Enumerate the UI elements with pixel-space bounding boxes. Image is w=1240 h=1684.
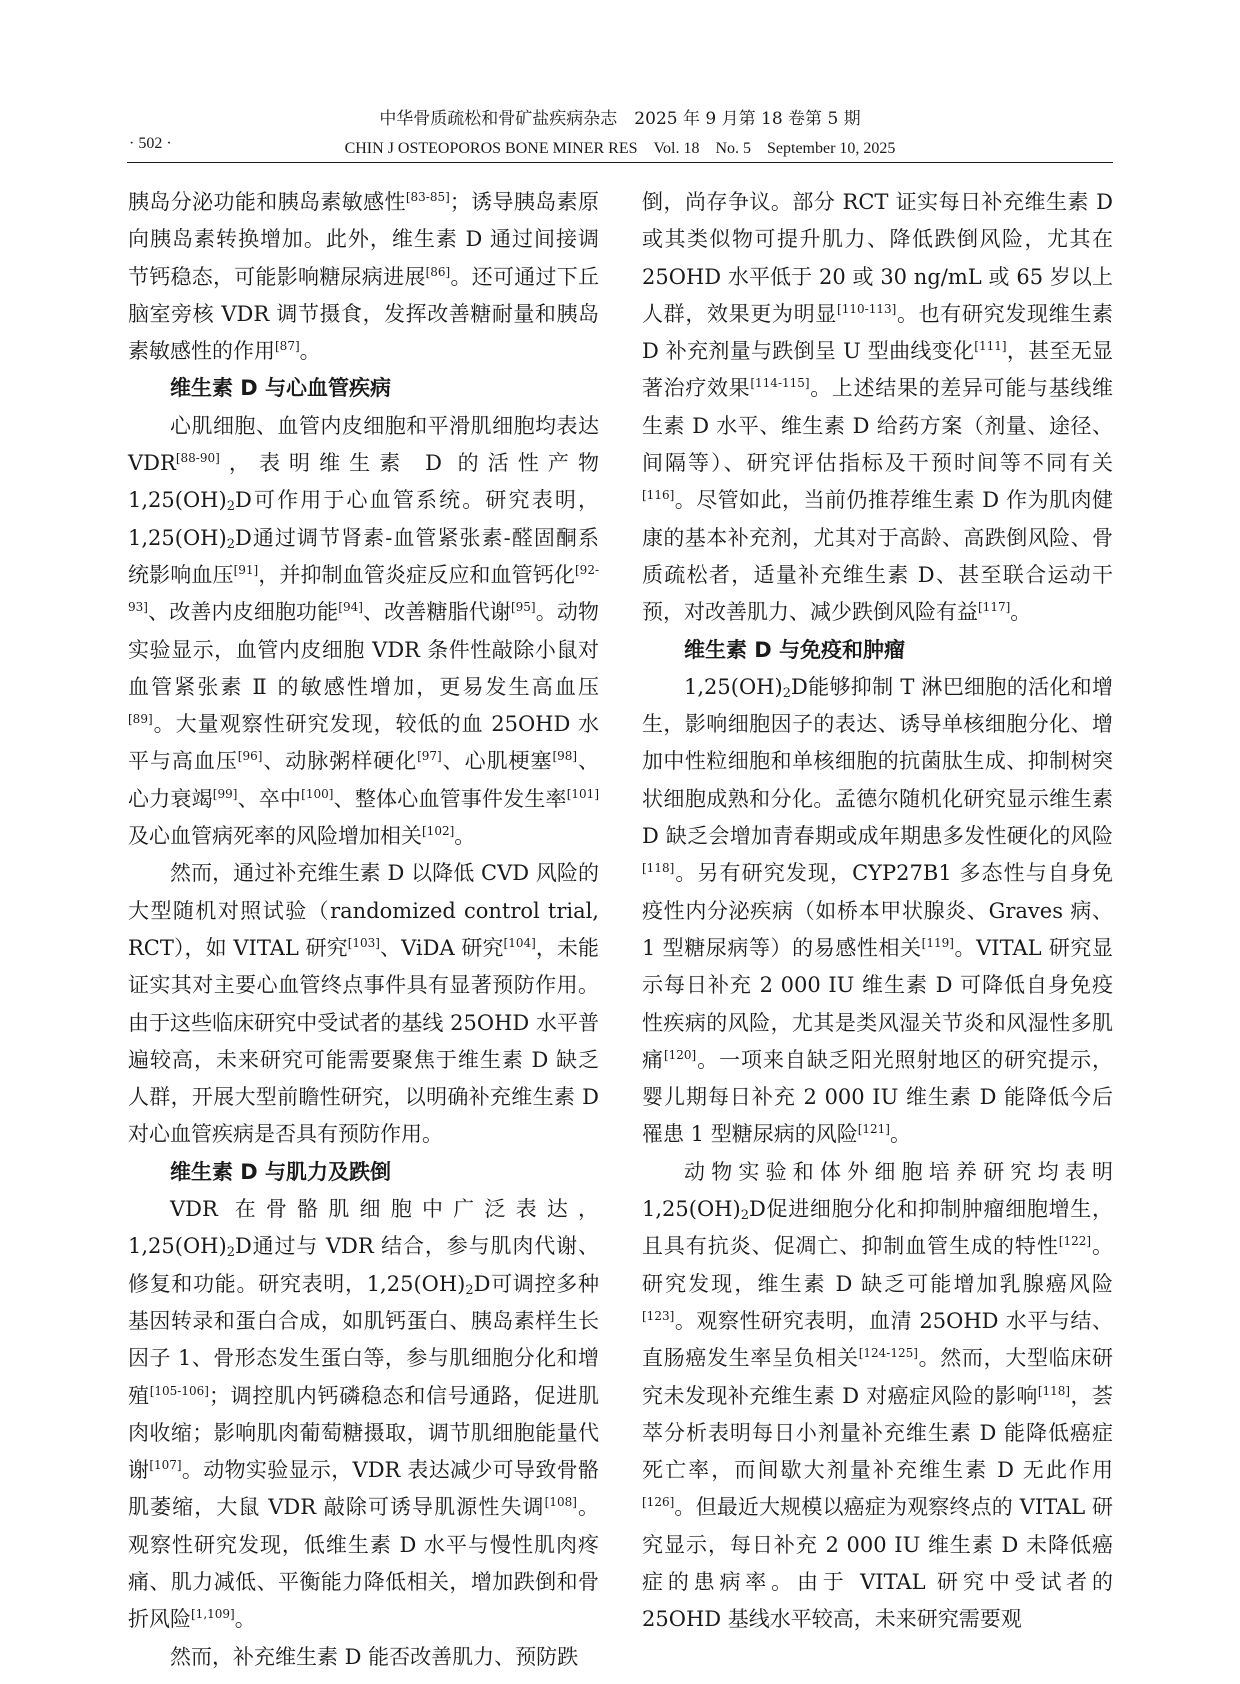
citation-ref: [117] (978, 600, 1011, 615)
subscript: 2 (782, 685, 791, 701)
left-column (128, 184, 599, 1676)
citation-ref: [96] (237, 749, 263, 764)
citation-ref: [118] (642, 861, 675, 876)
subscript: 2 (226, 499, 235, 515)
citation-ref: [83-85] (405, 190, 450, 204)
paragraph: 心肌细胞、血管内皮细胞和平滑肌细胞均表达 VDR[88-90]，表明维生素 D 的活性产物$1,25(OH)_2D$可作用于心血管系统。研究表明，$1,25(OH)_2D$通过调节肾素-血管紧张素-醛固酮系统影响血压[91]，并抑制血管炎症反应和血管钙化[92-93]、改善内皮细胞功能[94]、改善糖脂代谢[95]。动物实验显示，血管内皮细胞 VDR 条件性敲除小鼠对血管紧张素 Ⅱ 的敏感性增加，更易发生高血压[89]。大量观察性研究发现，较低的血 25OHD 水平与高血压[96]、动脉粥样硬化[97]、心肌梗塞[98]、心力衰竭[99]、卒中[100]、整体心血管事件发生率[101]及心血管病死率的风险增加相关[102]。 (128, 413, 600, 849)
citation-ref: [122] (1058, 1234, 1092, 1249)
citation-ref: [92-93] (128, 562, 600, 615)
citation-ref: [110-113] (837, 301, 897, 316)
section-heading: 维生素 D 与免疫和肿瘤 (684, 637, 906, 662)
paragraph: 然而，通过补充维生素 D 以降低 CVD 风险的大型随机对照试验（randomized control trial, RCT），如 VITAL 研究[103]、ViDA 研究[104]，未能证实其对主要心血管终点事件具有显著预防作用。由于这些临床研究中受试者的基线 25OHD 水平普遍较高，未来研究可能需要聚焦于维生素 D 缺乏人群，开展大型前瞻性研究，以明确补充维生素 D 对心血管疾病是否具有预防作用。 (128, 861, 599, 1147)
citation-ref: [97] (417, 749, 442, 764)
citation-ref: [108] (544, 1495, 577, 1510)
citation-ref: [104] (503, 935, 536, 950)
citation-ref: [102] (422, 824, 455, 839)
citation-ref: [107] (149, 1458, 182, 1473)
right-column (642, 184, 1113, 1639)
citation-ref: [86] (425, 264, 451, 279)
citation-ref: [103] (347, 935, 380, 950)
citation-ref: [114-115] (750, 376, 810, 391)
subscript: 2 (226, 536, 235, 552)
citation-ref: [118] (1037, 1383, 1071, 1398)
citation-ref: [123] (642, 1308, 675, 1323)
citation-ref: [98] (552, 749, 578, 764)
running-header (127, 104, 1113, 164)
subscript: 2 (226, 1245, 235, 1261)
citation-ref: [120] (663, 1047, 697, 1062)
section-heading: 维生素 D 与肌力及跌倒 (170, 1159, 392, 1184)
paragraph: 然而，补充维生素 D 能否改善肌力、预防跌 (170, 1644, 579, 1669)
citation-ref: [119] (921, 935, 954, 950)
section-heading: 维生素 D 与心血管疾病 (170, 376, 392, 401)
journal-title-en: CHIN J OSTEOPOROS BONE MINER RES Vol. 18 No. 5 September 10, 2025 (344, 140, 896, 157)
paragraph: 动物实验和体外细胞培养研究均表明 $1,25(OH)_2D$促进细胞分化和抑制肿瘤细胞增生，且具有抗炎、促凋亡、抑制血管生成的特性[122]。研究发现，维生素 D 缺乏可能增加乳腺癌风险[123]。观察性研究表明，血清 25OHD 水平与结、直肠癌发生率呈负相关[124-125]。然而，大型临床研究未发现补充维生素 D 对癌症风险的影响[118]，荟萃分析表明每日小剂量补充维生素 D 能降低癌症死亡率，而间歇大剂量补充维生素 D 无此作用[126]。但最近大规模以癌症为观察终点的 VITAL 研究显示，每日补充 2 000 IU 维生素 D 未降低癌症的患病率。由于 VITAL 研究中受试者的 25OHD 基线水平较高，未来研究需要观 (642, 1159, 1114, 1632)
citation-ref: [121] (857, 1122, 890, 1137)
citation-ref: [89] (128, 712, 153, 727)
citation-ref: [99] (212, 786, 238, 801)
citation-ref: [124-125] (858, 1346, 918, 1361)
citation-ref: [91] (233, 562, 259, 577)
paragraph: 胰岛分泌功能和胰岛素敏感性[83-85]；诱导胰岛素原向胰岛素转换增加。此外，维生素 D 通过间接调节钙稳态，可能影响糖尿病进展[86]。还可通过下丘脑室旁核 VDR 调节摄食，发挥改善糖耐量和胰岛素敏感性的作用[87]。 (128, 190, 600, 364)
citation-ref: [87] (275, 339, 300, 354)
subscript: 2 (740, 1208, 749, 1224)
paragraph: VDR 在骨骼肌细胞中广泛表达，$1,25(OH)_2D$通过与 VDR 结合，参与肌肉代谢、修复和功能。研究表明，$1,25(OH)_2D$可调控多种基因转录和蛋白合成，如肌钙蛋白、胰岛素样生长因子 1、骨形态发生蛋白等，参与肌细胞分化和增殖[105-106]；调控肌内钙磷稳态和信号通路，促进肌肉收缩；影响肌肉葡萄糖摄取，调节肌细胞能量代谢[107]。动物实验显示，VDR 表达减少可导致骨骼肌萎缩，大鼠 VDR 敲除可诱导肌源性失调[108]。观察性研究发现，低维生素 D 水平与慢性肌肉疼痛、肌力减低、平衡能力降低相关，增加跌倒和骨折风险[1,109]。 (128, 1197, 600, 1632)
citation-ref: [105-106] (149, 1383, 209, 1398)
citation-ref: [101] (566, 786, 600, 801)
citation-ref: [95] (510, 600, 536, 615)
citation-ref: [88-90] (175, 451, 220, 466)
paragraph: $1,25(OH)_2D$能够抑制 T 淋巴细胞的活化和增生，影响细胞因子的表达、诱导单核细胞分化、增加中性粒细胞和单核细胞的抗菌肽生成、抑制树突状细胞成熟和分化。孟德尔随机化研究显示维生素 D 缺乏会增加青春期或成年期患多发性硬化的风险[118]。另有研究发现，CYP27B1 多态性与自身免疫性内分泌疾病（如桥本甲状腺炎、Graves 病、1 型糖尿病等）的易感性相关[119]。VITAL 研究显示每日补充 2 000 IU 维生素 D 可降低自身免疫性疾病的风险，尤其是类风湿关节炎和风湿性多肌痛[120]。一项来自缺乏阳光照射地区的研究提示，婴儿期每日补充 2 000 IU 维生素 D 能降低今后罹患 1 型糖尿病的风险[121]。 (642, 674, 1113, 1147)
citation-ref: [116] (642, 488, 675, 503)
citation-ref: [100] (301, 786, 334, 801)
journal-title-cn: 中华骨质疏松和骨矿盐疾病杂志 2025 年 9 月第 18 卷第 5 期 (379, 109, 861, 129)
citation-ref: [1,109] (191, 1607, 235, 1622)
paragraph: 倒，尚存争议。部分 RCT 证实每日补充维生素 D 或其类似物可提升肌力、降低跌倒风险，尤其在 25OHD 水平低于 20 或 30 ng/mL 或 65 岁以上人群，效果更为明显[110-113]。也有研究发现维生素 D 补充剂量与跌倒呈 U 型曲线变化[111]，甚至无显著治疗效果[114-115]。上述结果的差异可能与基线维生素 D 水平、维生素 D 给药方案（剂量、途径、间隔等）、研究评估指标及干预时间等不同有关[116]。尽管如此，当前仍推荐维生素 D 作为肌肉健康的基本补充剂，尤其对于高龄、高跌倒风险、骨质疏松者，适量补充维生素 D、甚至联合运动干预，对改善肌力、减少跌倒风险有益[117]。 (642, 190, 1114, 625)
header-rule (127, 162, 1113, 163)
subscript: 2 (465, 1282, 474, 1298)
page-number: · 502 · (129, 135, 172, 152)
citation-ref: [111] (974, 339, 1007, 354)
citation-ref: [94] (338, 600, 363, 615)
citation-ref: [126] (642, 1495, 675, 1510)
